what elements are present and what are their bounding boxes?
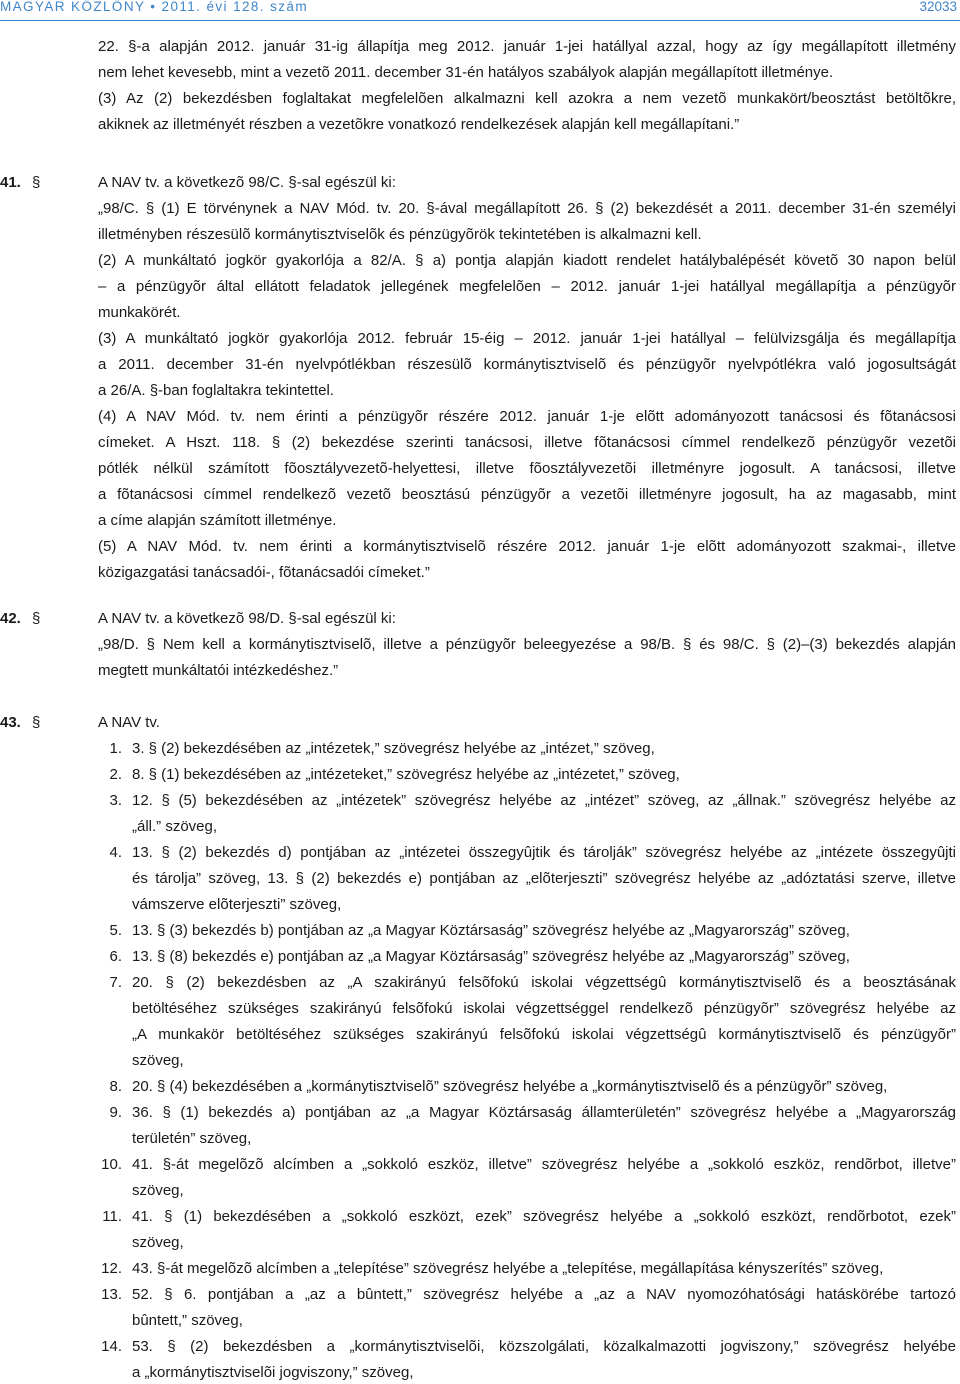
paragraph-line: illetményben részesülõ kormánytisztviselõk és pénzügyõrök tekintetében is alkalmazni kell.: [98, 226, 702, 243]
list-item-number: 10.: [101, 1156, 122, 1173]
paragraph-line: „98/C. § (1) E törvénynek a NAV Mód. tv. 20. §-ával megállapított 26. § (2) bekezdését a 2011. december 31-én személyi: [98, 200, 956, 217]
list-item-text: 43. §-át megelõzõ alcímben a „telepítése” szövegrész helyébe a „telepítése, megállapítása kényszerítés” szöveg,: [132, 1260, 884, 1277]
list-item-number: 11.: [102, 1208, 122, 1225]
page-number: 32033: [919, 0, 957, 14]
paragraph-line: megtett munkáltatói intézkedéshez.”: [98, 662, 339, 679]
list-item-number: 7.: [109, 974, 122, 991]
list-item-text: szöveg,: [132, 1182, 184, 1199]
paragraph-line: pótlék nélkül számított fõosztályvezetõ-helyettesi, illetve fõosztályvezetõi illetményre jogosult. A tanácsosi, illetve: [98, 460, 956, 477]
paragraph-line: közigazgatási tanácsadói-, fõtanácsadói címeket.”: [98, 564, 430, 581]
header-rule: [0, 20, 960, 21]
list-item-text: 52. § 6. pontjában a „az a bûntett,” szövegrész helyébe a „az a NAV nyomozóhatósági hatáskörébe tartozó: [132, 1286, 956, 1303]
list-item-text: 36. § (1) bekezdés a) pontjában az „a Magyar Köztársaság államterületén” szövegrész helyébe a „Magyarország: [132, 1104, 956, 1121]
list-item-text: 20. § (4) bekezdésében a „kormánytisztviselõ” szövegrész helyébe a „kormánytisztviselõ és a pénzügyõr” szöveg,: [132, 1078, 888, 1095]
list-item-text: 41. § (1) bekezdésében a „sokkoló eszközt, ezek” szövegrész helyébe a „sokkoló eszközt, rendõrbotot, ezek”: [132, 1208, 956, 1225]
paragraph-line: (3) A munkáltató jogkör gyakorlója 2012. február 15-éig – 2012. január 1-jei hatállyal – felülvizsgálja és megállapítja: [98, 330, 956, 347]
list-item-text: 13. § (8) bekezdés e) pontjában az „a Magyar Köztársaság” szövegrész helyébe az „Magyarország” szöveg,: [132, 948, 850, 965]
paragraph-line: akiknek az illetményét részben a vezetõkre vonatkozó rendelkezések alapján kell megállapítani.”: [98, 116, 740, 133]
list-item-number: 13.: [101, 1286, 122, 1303]
list-item-text: „áll.” szöveg,: [132, 818, 218, 835]
list-item-number: 14.: [101, 1338, 122, 1355]
paragraph-line: (5) A NAV Mód. tv. nem érinti a kormánytisztviselõ részére 2012. január 1-je elõtt adományozott szakmai-, illetve: [98, 538, 956, 555]
list-item-text: „A munkakör betöltéséhez szükséges szakirányú felsõfokú iskolai végzettségû kormánytisztviselõ és pénzügyõr”: [132, 1026, 956, 1043]
paragraph-line: 22. §-a alapján 2012. január 31-ig állapítja meg 2012. január 1-jei hatállyal azzal, hogy az így megállapított illetmény: [98, 38, 956, 55]
list-item-text: 13. § (2) bekezdés d) pontjában az „intézetei összegyûjtik és tárolják” szövegrész helyébe az „intézete összegyûjti: [132, 844, 956, 861]
list-item-text: és tárolja” szöveg, 13. § (2) bekezdés e) pontjában az „elõterjeszti” szövegrész helyébe az „adóztatási szerve, illetve: [132, 870, 956, 887]
section-number: 41.: [0, 174, 21, 191]
section-symbol: §: [32, 610, 41, 627]
list-item-number: 4.: [109, 844, 122, 861]
list-item-text: területén” szöveg,: [132, 1130, 252, 1147]
paragraph-line: (3) Az (2) bekezdésben foglaltakat megfelelõen alkalmazni kell azokra a nem vezetõ munkakört/beosztást betöltõkre,: [98, 90, 956, 107]
paragraph-line: a 2011. december 31-én nyelvpótlékban részesülõ kormánytisztviselõ és pénzügyõr nyelvpótlékra való jogosultságát: [98, 356, 956, 373]
list-item-number: 5.: [109, 922, 122, 939]
list-item-text: vámszerve elõterjeszti” szöveg,: [132, 896, 342, 913]
list-item-number: 12.: [101, 1260, 122, 1277]
list-item-number: 8.: [109, 1078, 122, 1095]
list-item-text: a „kormánytisztviselõi jogviszony,” szöveg,: [132, 1364, 414, 1381]
list-item-text: 12. § (5) bekezdésében az „intézetek” szövegrész helyébe az „intézet” szöveg, az „állnak.” szövegrész helyébe az: [132, 792, 956, 809]
journal-title: MAGYAR KÖZLÖNY • 2011. évi 128. szám: [0, 0, 308, 14]
list-item-number: 9.: [109, 1104, 122, 1121]
section-symbol: §: [32, 174, 41, 191]
list-item-text: 3. § (2) bekezdésében az „intézetek,” szövegrész helyébe az „intézet,” szöveg,: [132, 740, 655, 757]
list-item-text: betöltéséhez szükséges szakirányú felsõfokú iskolai végzettséggel rendelkezõ pénzügyõr” szövegrész helyébe az: [132, 1000, 956, 1017]
list-item-number: 6.: [109, 948, 122, 965]
paragraph-line: (4) A NAV Mód. tv. nem érinti a pénzügyõr részére 2012. január 1-je elõtt adományozott tanácsosi és fõtanácsosi: [98, 408, 956, 425]
list-item-text: 20. § (2) bekezdésben az „A szakirányú felsõfokú iskolai végzettségû kormánytisztviselõ és a beosztásának: [132, 974, 956, 991]
list-item-text: szöveg,: [132, 1052, 184, 1069]
list-item-text: 41. §-át megelõzõ alcímben a „sokkoló eszköz, illetve” szövegrész helyébe a „sokkoló eszköz, rendõrbot, illetve”: [132, 1156, 956, 1173]
paragraph-line: A NAV tv.: [98, 714, 160, 731]
list-item-text: 53. § (2) bekezdésben a „kormánytisztviselõi, közszolgálati, közalkalmazotti jogviszony,” szövegrész helyébe: [132, 1338, 956, 1355]
paragraph-line: nem lehet kevesebb, mint a vezetõ 2011. december 31-én hatályos szabályok alapján megállapított illetménye.: [98, 64, 834, 81]
section-number: 42.: [0, 610, 21, 627]
paragraph-line: – a pénzügyõr által ellátott feladatok jellegének megfelelõen – 2012. január 1-jei hatállyal megállapítja a pénzügyõr: [98, 278, 956, 295]
paragraph-line: (2) A munkáltató jogkör gyakorlója a 82/A. § a) pontja alapján kiadott rendelet hatálybalépését követõ 30 napon belül: [98, 252, 956, 269]
page-header: [0, 0, 960, 28]
paragraph-line: A NAV tv. a következõ 98/D. §-sal egészül ki:: [98, 610, 396, 627]
paragraph-line: A NAV tv. a következõ 98/C. §-sal egészül ki:: [98, 174, 396, 191]
list-item-text: 13. § (3) bekezdés b) pontjában az „a Magyar Köztársaság” szövegrész helyébe az „Magyarország” szöveg,: [132, 922, 850, 939]
paragraph-line: „98/D. § Nem kell a kormánytisztviselõ, illetve a pénzügyõr beleegyezése a 98/B. § és 98/C. § (2)–(3) bekezdés alapján: [98, 636, 956, 653]
paragraph-line: munkakörét.: [98, 304, 181, 321]
list-item-text: 8. § (1) bekezdésében az „intézeteket,” szövegrész helyébe az „intézetet,” szöveg,: [132, 766, 680, 783]
paragraph-line: címeket. A Hszt. 118. § (2) bekezdése szerinti tanácsosi, illetve fõtanácsosi címmel rendelkezõ pénzügyõr vezetõi: [98, 434, 956, 451]
list-item-number: 1.: [109, 740, 122, 757]
paragraph-line: a 26/A. §-ban foglaltakra tekintettel.: [98, 382, 334, 399]
section-symbol: §: [32, 714, 41, 731]
list-item-text: bûntett,” szöveg,: [132, 1312, 243, 1329]
paragraph-line: a fõtanácsosi címmel rendelkezõ vezetõ beosztású pénzügyõr a vezetõi illetményre jogosult, ha az magasabb, mint: [98, 486, 956, 503]
section-number: 43.: [0, 714, 21, 731]
list-item-text: szöveg,: [132, 1234, 184, 1251]
list-item-number: 2.: [109, 766, 122, 783]
paragraph-line: a címe alapján számított illetménye.: [98, 512, 337, 529]
list-item-number: 3.: [109, 792, 122, 809]
